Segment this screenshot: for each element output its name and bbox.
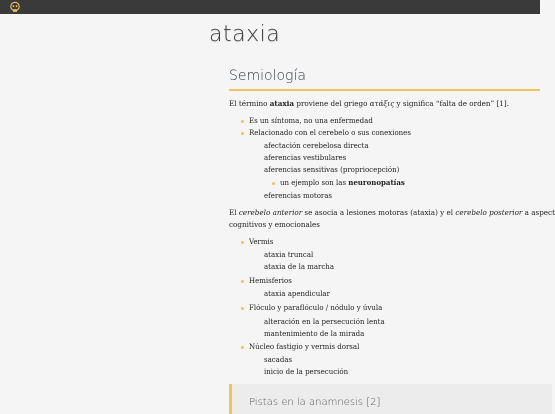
section-title: Semiología [229, 68, 306, 84]
page-title: ataxia [209, 22, 281, 47]
cerebellum-paragraph [229, 207, 555, 219]
bullet-icon [241, 346, 244, 349]
sub-sub-list-item [280, 178, 405, 188]
intro-paragraph [229, 98, 549, 110]
list-item [249, 116, 373, 126]
bullet-icon [241, 280, 244, 283]
list-item-label: Flóculo y paraflóculo / nódulo y úvula [249, 304, 383, 312]
list-item [249, 342, 359, 352]
list-item-term: neuronopatías [348, 178, 405, 187]
list-item [249, 128, 411, 138]
sub-list-item: aferencias sensitivas (propriocepción) [264, 166, 400, 174]
para-term: cerebelo anterior [238, 208, 303, 217]
list-item [249, 303, 382, 313]
sub-list-item: ataxia de la marcha [264, 263, 334, 271]
skull-icon[interactable] [9, 1, 21, 13]
intro-text: El término [229, 99, 270, 108]
section-divider [229, 89, 540, 91]
top-bar [0, 0, 540, 14]
sub-list-item: inicio de la persecución [264, 368, 349, 376]
intro-greek-word: ατάξις [369, 99, 395, 108]
list-item-label: Relacionado con el cerebelo o sus conexiones [249, 129, 411, 137]
intro-term: ataxia [269, 99, 295, 108]
para-term: cerebelo posterior [455, 208, 523, 217]
list-item-label: Es un síntoma, no una enfermedad [249, 117, 373, 125]
bullet-icon [241, 132, 244, 135]
callout-title: Pistas en la anamnesis [2] [249, 397, 381, 408]
bullet-icon [272, 182, 275, 185]
sub-list-item: alteración en la persecución lenta [264, 318, 385, 326]
sub-list-item: eferencias motoras [264, 192, 333, 200]
list-item-label: Hemisferios [249, 277, 292, 285]
sub-list-item: mantenimiento de la mirada [264, 330, 365, 338]
list-item [249, 237, 273, 247]
sub-list-item: ataxia truncal [264, 251, 314, 259]
para-text: a aspect [522, 208, 555, 217]
bullet-icon [241, 241, 244, 244]
cerebellum-paragraph-line2: cognitivos y emocionales [229, 220, 320, 229]
sub-list-item: ataxia apendicular [264, 290, 330, 298]
bullet-icon [241, 120, 244, 123]
intro-text: proviene del griego [294, 99, 370, 108]
sub-list-item: afectación cerebelosa directa [264, 142, 369, 150]
bullet-icon [241, 307, 244, 310]
list-item [249, 276, 292, 286]
sub-list-item: sacadas [264, 356, 293, 364]
list-item-label: Núcleo fastigio y vermis dorsal [249, 343, 360, 351]
para-text: se asocia a lesiones motoras (ataxia) y el [302, 208, 456, 217]
callout-box [229, 384, 552, 414]
list-item-label: un ejemplo son las [280, 179, 349, 187]
intro-text: y significa “falta de orden” [1]. [394, 99, 509, 108]
para-text: El [229, 208, 239, 217]
sub-list-item: aferencias vestibulares [264, 154, 347, 162]
list-item-label: Vermis [249, 238, 274, 246]
